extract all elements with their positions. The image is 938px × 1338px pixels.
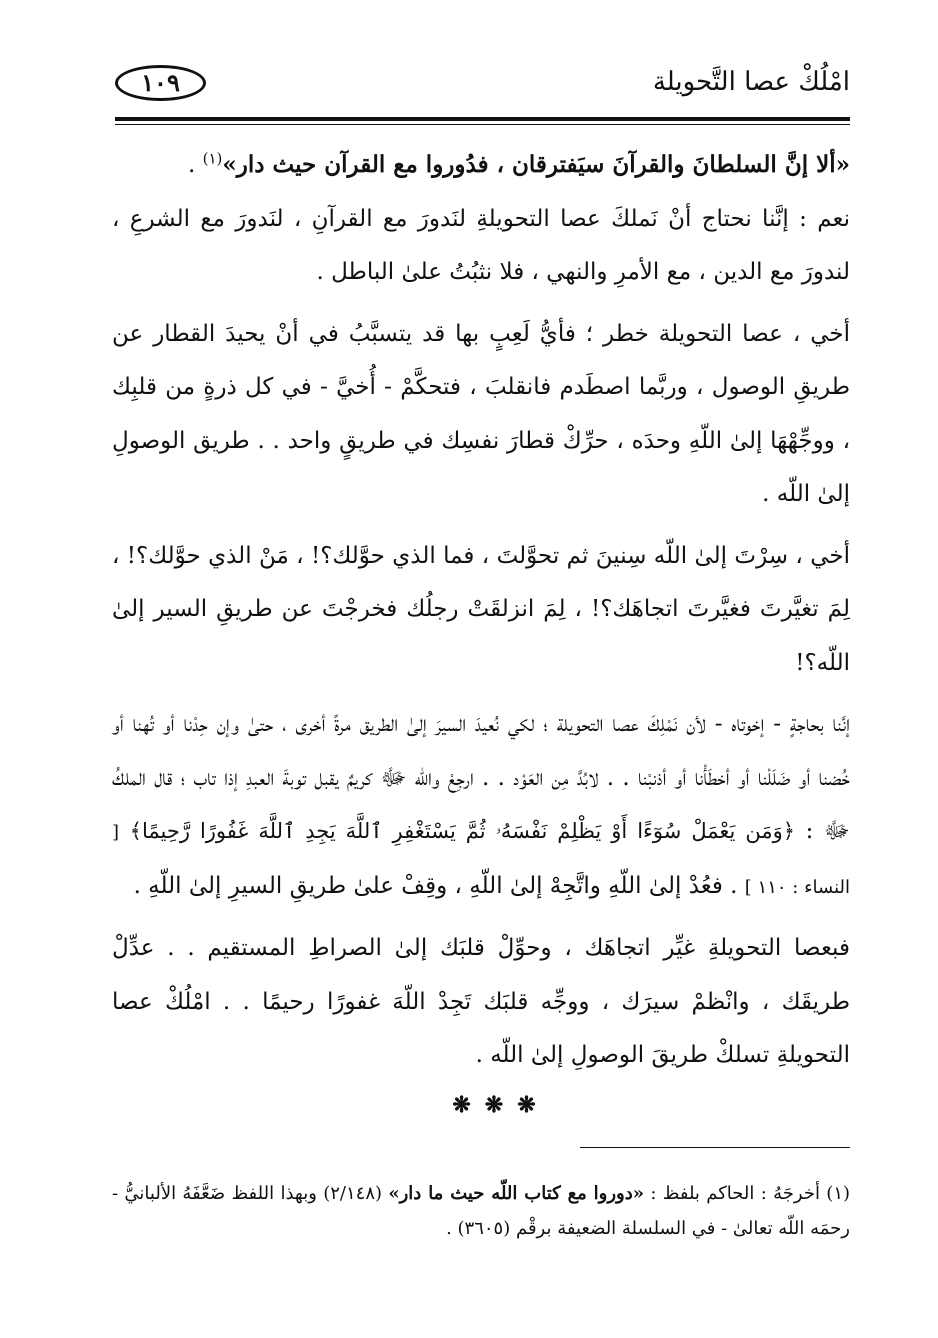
paragraph-4-continuation: . فعُدْ إلىٰ اللّهِ واتَّجِهْ إلىٰ اللّهِ ، وقِفْ علىٰ طريقِ السيرِ إلىٰ اللّهِ . bbox=[133, 872, 738, 899]
header-rule-thin bbox=[115, 124, 850, 125]
paragraph-5: فبعصا التحويلةِ غيِّر اتجاهَك ، وحوِّلْ قلبَك إلىٰ الصراطِ المستقيم . . عدِّلْ طريقَك ، وانْظمْ سيرَك ، ووجِّه قلبَك تَجِدْ اللّهَ غفورًا رحيمًا . . امْلُكْ عصا التحويلةِ تسلكْ طريقَ الوصولِ إلىٰ اللّه . bbox=[112, 935, 850, 1068]
footnote-reference[interactable]: (١) bbox=[202, 149, 223, 168]
footnote-rest: (٢/١٤٨) وبهذا اللفظ ضَعَّفَهُ الألبانيُّ - رحمَه اللّه تعالىٰ - في السلسلة الضعيفة برقْم (٣٦٠٥) . bbox=[112, 1183, 850, 1239]
section-separator: ❋❋❋ bbox=[452, 1091, 550, 1118]
hadith-end: . bbox=[187, 152, 203, 178]
quran-verse: ﴿وَمَن يَعْمَلْ سُوٓءًا أَوْ يَظْلِمْ نَفْسَهُۥ ثُمَّ يَسْتَغْفِرِ ٱللَّهَ يَجِدِ ٱللَّهَ غَفُورًا رَّحِيمًا﴾ bbox=[129, 819, 796, 843]
verse-citation: [ النساء : ١١٠ ] bbox=[112, 822, 850, 898]
body-text bbox=[112, 138, 850, 1125]
paragraph-1: نعم : إنَّنا نحتاج أنْ نَملكَ عصا التحويلةِ لنَدورَ مع القرآنِ ، لنَدورَ مع الشرعِ ، لندورَ مع الدين ، مع الأمرِ والنهي ، فلا نثبُتُ علىٰ الباطل . bbox=[112, 205, 850, 285]
paragraph-3: أخي ، سِرْتَ إلىٰ اللّه سِنينَ ثم تحوَّلتَ ، فما الذي حوَّلك؟! ، مَنْ الذي حوَّلك؟! ، لِمَ تغيَّرتَ فغيَّرتَ اتجاهَك؟! ، لِمَ انزلقَتْ رجلُك فخرجْتَ عن طريقِ السير إلىٰ اللّه؟! bbox=[112, 542, 850, 676]
page-header bbox=[115, 55, 850, 115]
running-title: امْلُكْ عصا التَّحويلة bbox=[652, 67, 850, 97]
page-number: ١٠٩ bbox=[115, 65, 206, 101]
paragraph-4 bbox=[112, 698, 850, 914]
header-rule-thick bbox=[115, 117, 850, 121]
footnote-intro: (١) أخرجَهُ : الحاكم بلفظ : bbox=[644, 1183, 851, 1204]
footnote-quote: «دوروا مع كتاب اللّه حيث ما دار» bbox=[388, 1183, 645, 1204]
paragraph-4-text: إنَّنا بحاجةٍ - إخوتاه - لأن نَمْلِكَ عصا التحويلة ؛ لكي نُعيدَ السيرَ إلىٰ الطريق مرةً أخرى ، حتىٰ وإن حِدْنا أو تُهنا أو خُضنا أو ضَلَلْنا أو أخطَأْنا أو أذنبْنا . . لابُدَّ مِن العَوْد . . ارجِعْ واللّه ﷻ كريمٌ يقبل توبةَ العبدِ إذا تاب ؛ قال الملكُ ﷻ : bbox=[112, 711, 851, 844]
hadith-text: «ألا إنَّ السلطانَ والقرآنَ سيَفترقان ، فدُوروا مع القرآن حيث دار» bbox=[222, 151, 850, 178]
footnote-text bbox=[112, 1176, 850, 1246]
hadith-paragraph bbox=[112, 138, 850, 193]
footnote bbox=[112, 1176, 850, 1246]
footnote-rule bbox=[580, 1147, 850, 1148]
paragraph-2: أخي ، عصا التحويلة خطر ؛ فأيُّ لَعِبٍ بها قد يتسبَّبُ في أنْ يحيدَ القطار عن طريقِ الوصول ، وربَّما اصطَدم فانقلبَ ، فتحكَّمْ - أُخيَّ - في كل ذرةٍ من قلبِك ، ووجِّهْهَا إلىٰ اللّهِ وحدَه ، حرِّكْ قطارَ نفسِك في طريقٍ واحد . . طريق الوصولِ إلىٰ اللّه . bbox=[112, 320, 850, 507]
